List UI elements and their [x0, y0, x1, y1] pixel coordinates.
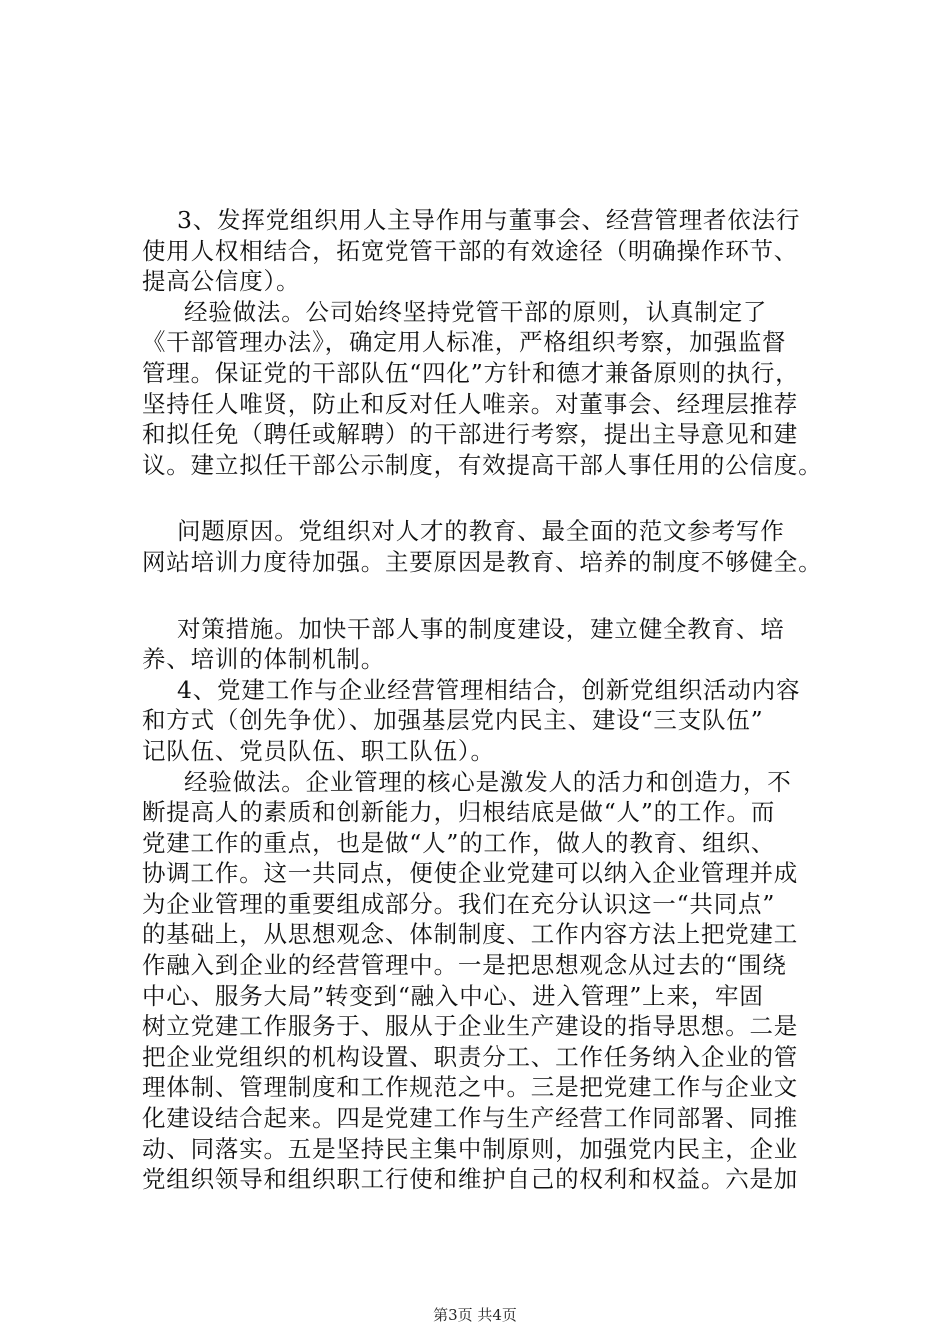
- text-line: 坚持任人唯贤，防止和反对任人唯亲。对董事会、经理层推荐: [142, 389, 799, 418]
- text-line: 议。建立拟任干部公示制度，有效提高干部人事任用的公信度。: [142, 450, 823, 479]
- text-line: 3、发挥党组织用人主导作用与董事会、经营管理者依法行: [177, 206, 801, 234]
- text-line: 作融入到企业的经营管理中。一是把思想观念从过去的“围绕: [142, 951, 787, 980]
- text-line: 养、培训的体制机制。: [142, 645, 385, 674]
- text-line: 动、同落实。五是坚持民主集中制原则，加强党内民主，企业: [142, 1134, 799, 1163]
- text-line: 中心、服务大局”转变到“融入中心、进入管理”上来，牢固: [142, 981, 764, 1010]
- text-line: 和方式（创先争优）、加强基层党内民主、建设“三支队伍”: [142, 706, 764, 735]
- text-line: 化建设结合起来。四是党建工作与生产经营工作同部署、同推: [142, 1104, 799, 1133]
- text-line: 管理。保证党的干部队伍“四化”方针和德才兼备原则的执行，: [142, 358, 800, 387]
- text-line: 使用人权相结合，拓宽党管干部的有效途径（明确操作环节、: [142, 236, 799, 265]
- text-line: 断提高人的素质和创新能力，归根结底是做“人”的工作。而: [142, 798, 776, 827]
- text-line: 理体制、管理制度和工作规范之中。三是把党建工作与企业文: [142, 1073, 799, 1102]
- text-line: 经验做法。企业管理的核心是激发人的活力和创造力，不: [184, 767, 792, 796]
- document-body: [142, 205, 842, 1195]
- paragraph-gap: [142, 480, 842, 516]
- text-line: 《干部管理办法》，确定用人标准，严格组织考察，加强监督: [142, 328, 787, 357]
- text-line: 和拟任免（聘任或解聘）的干部进行考察，提出主导意见和建: [142, 420, 799, 449]
- text-line: 树立党建工作服务于、服从于企业生产建设的指导思想。二是: [142, 1012, 799, 1041]
- text-line: 提高公信度）。: [142, 267, 301, 296]
- text-line: 党组织领导和组织职工行使和维护自己的权利和权益。六是加: [142, 1165, 799, 1194]
- text-line: 的基础上，从思想观念、体制制度、工作内容方法上把党建工: [142, 920, 799, 949]
- text-line: 4、党建工作与企业经营管理相结合，创新党组织活动内容: [177, 675, 801, 704]
- text-line: 问题原因。党组织对人才的教育、最全面的范文参考写作: [177, 517, 785, 546]
- text-line: 经验做法。公司始终坚持党管干部的原则，认真制定了: [184, 297, 768, 326]
- text-line: 对策措施。加快干部人事的制度建设，建立健全教育、培: [177, 614, 785, 643]
- page-number-footer: 第3页 共4页: [433, 1306, 517, 1324]
- text-line: 把企业党组织的机构设置、职责分工、工作任务纳入企业的管: [142, 1042, 799, 1071]
- text-line: 协调工作。这一共同点，便使企业党建可以纳入企业管理并成: [142, 859, 799, 888]
- text-line: 为企业管理的重要组成部分。我们在充分认识这一“共同点”: [142, 889, 776, 918]
- paragraph-gap: [142, 578, 842, 614]
- text-line: 记队伍、党员队伍、职工队伍）。: [142, 736, 495, 765]
- text-line: 党建工作的重点，也是做“人”的工作，做人的教育、组织、: [142, 828, 776, 857]
- text-line: 网站培训力度待加强。主要原因是教育、培养的制度不够健全。: [142, 547, 823, 576]
